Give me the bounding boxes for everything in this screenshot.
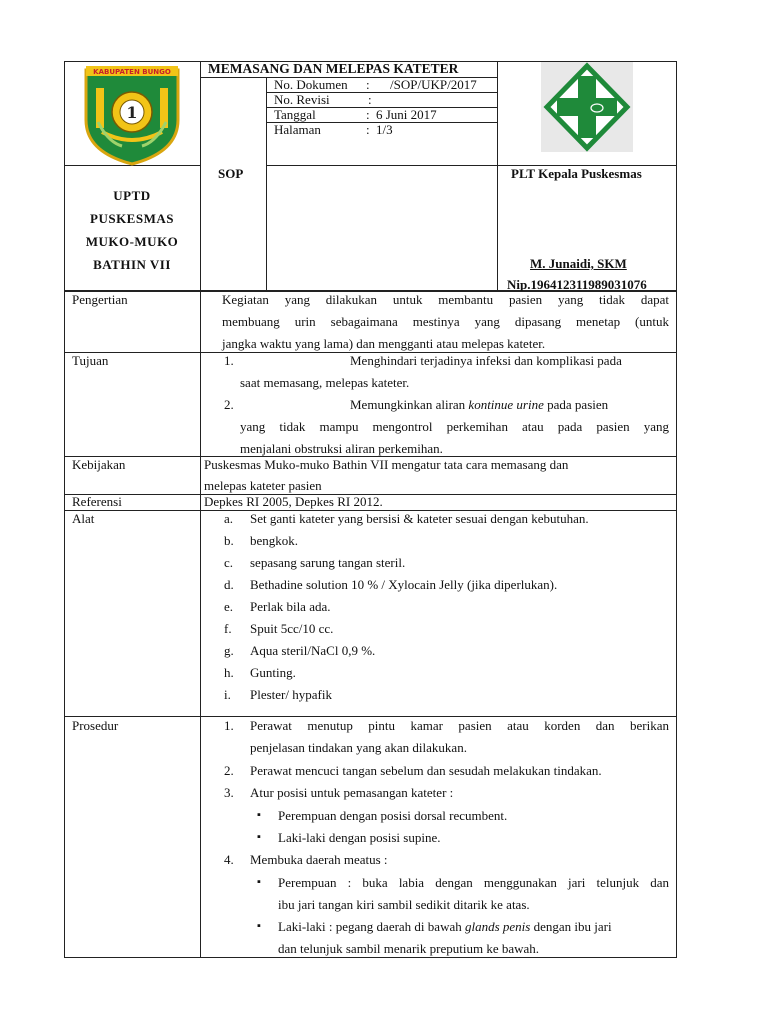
alat-item-text: Gunting.: [250, 665, 296, 680]
referensi-text: Depkes RI 2005, Depkes RI 2012.: [204, 494, 383, 509]
tujuan-item-number: 1.: [224, 353, 234, 368]
section-label-referensi: Referensi: [72, 494, 122, 509]
tujuan-item-text: menjalani obstruksi aliran perkemihan.: [240, 441, 443, 456]
alat-item-marker: i.: [224, 687, 231, 702]
prosedur-step-text: penjelasan tindakan yang akan dilakukan.: [250, 740, 467, 755]
date-sep: :: [366, 107, 370, 122]
alat-item-text: Aqua steril/NaCl 0,9 %.: [250, 643, 376, 658]
revision-sep: :: [368, 92, 372, 107]
alat-item-text: bengkok.: [250, 533, 299, 548]
org-name-line: MUKO-MUKO: [85, 234, 179, 249]
tujuan-item-text: Menghindari terjadinya infeksi dan komplikasi pada: [350, 353, 622, 368]
doc-number-label: No. Dokumen: [274, 77, 348, 92]
alat-item-text: sepasang sarung tangan steril.: [250, 555, 406, 570]
emblem-label: KABUPATEN BUNGO: [93, 68, 171, 76]
head-nip: Nip.196412311989031076: [507, 277, 647, 292]
prosedur-step-text: Perawat mencuci tangan sebelum dan sesudah melakukan tindakan.: [250, 763, 602, 778]
prosedur-step-text: Perawat menutup pintu kamar pasien atau korden dan berikan: [250, 718, 669, 733]
alat-item-text: Set ganti kateter yang bersisi & kateter sesuai dengan kebutuhan.: [250, 511, 589, 526]
bullet-icon: ▪: [257, 876, 261, 888]
content-divider: [200, 291, 201, 958]
prosedur-substep-text: dan telunjuk sambil menarik preputium ke bawah.: [278, 941, 540, 956]
kabupaten-bungo-emblem: [78, 62, 186, 166]
alat-item-marker: d.: [224, 577, 234, 592]
sop-label: SOP: [218, 166, 244, 181]
prosedur-text-part: Laki-laki : pegang daerah di bawah: [278, 919, 465, 934]
tujuan-text-part: Memungkinkan aliran: [350, 397, 469, 412]
alat-item-text: Plester/ hypafik: [250, 687, 332, 702]
pengertian-line: jangka waktu yang lama) dan mengganti atau melepas kateter.: [222, 336, 546, 351]
page-label: Halaman: [274, 122, 321, 137]
tujuan-text-emphasis: kontinue urine: [468, 397, 544, 412]
alat-item-text: Spuit 5cc/10 cc.: [250, 621, 334, 636]
head-title: PLT Kepala Puskesmas: [511, 166, 642, 181]
bullet-icon: ▪: [257, 831, 261, 843]
section-label-kebijakan: Kebijakan: [72, 457, 126, 472]
prosedur-substep-text: Perempuan : buka labia dengan menggunakan jari telunjuk dan: [278, 875, 669, 890]
alat-item-text: Perlak bila ada.: [250, 599, 331, 614]
content-divider: [64, 716, 677, 717]
section-label-prosedur: Prosedur: [72, 718, 119, 733]
alat-item-marker: b.: [224, 533, 234, 548]
prosedur-substep-text: Perempuan dengan posisi dorsal recumbent.: [278, 808, 508, 823]
page-value: 1/3: [376, 122, 393, 137]
header-divider: [200, 61, 201, 291]
date-label: Tanggal: [274, 107, 316, 122]
doc-number-value: /SOP/UKP/2017: [390, 77, 477, 92]
prosedur-text-emphasis: glands penis: [464, 919, 531, 934]
tujuan-item-text: saat memasang, melepas kateter.: [240, 375, 410, 390]
section-label-pengertian: Pengertian: [72, 292, 128, 307]
prosedur-step-number: 2.: [224, 763, 234, 778]
kebijakan-text: melepas kateter pasien: [204, 478, 322, 493]
prosedur-text-part: dengan ibu jari: [530, 919, 612, 934]
alat-item-marker: e.: [224, 599, 234, 614]
alat-item-marker: c.: [224, 555, 234, 570]
alat-item-marker: h.: [224, 665, 234, 680]
alat-item-marker: f.: [224, 621, 232, 636]
alat-item-text: Bethadine solution 10 % / Xylocain Jelly (jika diperlukan).: [250, 577, 558, 592]
prosedur-step-number: 1.: [224, 718, 234, 733]
svg-text:1: 1: [126, 103, 138, 122]
prosedur-step-number: 4.: [224, 852, 234, 867]
section-label-alat: Alat: [72, 511, 95, 526]
prosedur-substep-text: Laki-laki dengan posisi supine.: [278, 830, 441, 845]
tujuan-item-text: [350, 397, 669, 413]
pengertian-line: Kegiatan yang dilakukan untuk membantu pasien yang tidak dapat: [222, 292, 669, 307]
header-divider: [266, 77, 267, 291]
date-value: 6 Juni 2017: [376, 107, 437, 122]
org-name-line: BATHIN VII: [93, 257, 171, 272]
puskesmas-logo: [541, 62, 633, 152]
prosedur-substep-text: ibu jari tangan kiri sambil sedikit ditarik ke atas.: [278, 897, 530, 912]
section-label-tujuan: Tujuan: [72, 353, 109, 368]
prosedur-step-number: 3.: [224, 785, 234, 800]
alat-item-marker: g.: [224, 643, 234, 658]
bullet-icon: ▪: [257, 920, 261, 932]
bullet-icon: ▪: [257, 809, 261, 821]
tujuan-text-part: pada pasien: [543, 397, 609, 412]
doc-number-sep: :: [366, 77, 370, 92]
sop-title: MEMASANG DAN MELEPAS KATETER: [208, 61, 459, 76]
revision-label: No. Revisi: [274, 92, 330, 107]
prosedur-step-text: Membuka daerah meatus :: [250, 852, 388, 867]
head-name: M. Junaidi, SKM: [530, 256, 627, 271]
tujuan-item-number: 2.: [224, 397, 234, 412]
alat-item-marker: a.: [224, 511, 234, 526]
kebijakan-text: Puskesmas Muko-muko Bathin VII mengatur tata cara memasang dan: [204, 457, 569, 472]
prosedur-substep-text: [278, 919, 669, 935]
org-name-line: PUSKESMAS: [90, 211, 174, 226]
tujuan-item-text: yang tidak mampu mengontrol perkemihan atau pada pasien yang: [240, 419, 669, 434]
prosedur-step-text: Atur posisi untuk pemasangan kateter :: [250, 785, 454, 800]
page-sep: :: [366, 122, 370, 137]
header-divider: [497, 61, 498, 291]
pengertian-line: membuang urin sebagaimana mestinya yang dipasang menetap (untuk: [222, 314, 669, 329]
org-name-line: UPTD: [113, 188, 151, 203]
